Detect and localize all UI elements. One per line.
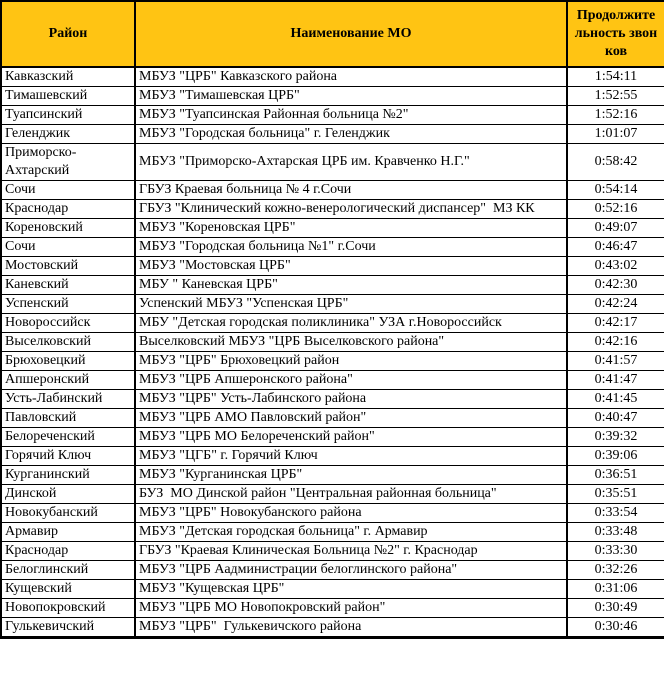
cell-duration[interactable]: 0:33:48 bbox=[567, 523, 664, 542]
cell-district[interactable]: Сочи bbox=[1, 238, 135, 257]
table-row bbox=[1, 371, 664, 390]
cell-mo-name[interactable]: МБУЗ "Мостовская ЦРБ" bbox=[135, 257, 567, 276]
cell-district[interactable]: Брюховецкий bbox=[1, 352, 135, 371]
cell-duration[interactable]: 0:49:07 bbox=[567, 219, 664, 238]
table-row bbox=[1, 125, 664, 144]
table-row bbox=[1, 181, 664, 200]
cell-duration[interactable]: 1:54:11 bbox=[567, 67, 664, 87]
cell-district[interactable]: Гулькевичский bbox=[1, 618, 135, 638]
cell-mo-name[interactable]: МБУ "Детская городская поликлиника" УЗА г.Новороссийск bbox=[135, 314, 567, 333]
cell-duration[interactable]: 0:43:02 bbox=[567, 257, 664, 276]
cell-mo-name[interactable]: МБУЗ "ЦРБ Аадминистрации белоглинского района" bbox=[135, 561, 567, 580]
table-row bbox=[1, 561, 664, 580]
cell-mo-name[interactable]: МБУЗ "Детская городская больница" г. Армавир bbox=[135, 523, 567, 542]
cell-duration[interactable]: 0:32:26 bbox=[567, 561, 664, 580]
table-row bbox=[1, 219, 664, 238]
table-body bbox=[1, 67, 664, 638]
table-row bbox=[1, 106, 664, 125]
cell-duration[interactable]: 0:30:46 bbox=[567, 618, 664, 638]
cell-mo-name[interactable]: МБУЗ "ЦРБ Апшеронского района" bbox=[135, 371, 567, 390]
cell-mo-name[interactable]: МБУЗ "ЦРБ" Гулькевичского района bbox=[135, 618, 567, 638]
cell-district[interactable]: Приморско-Ахтарский bbox=[1, 144, 135, 181]
table-row bbox=[1, 67, 664, 87]
cell-mo-name[interactable]: Успенский МБУЗ "Успенская ЦРБ" bbox=[135, 295, 567, 314]
cell-district[interactable]: Новороссийск bbox=[1, 314, 135, 333]
cell-mo-name[interactable]: МБУЗ "ЦРБ" Усть-Лабинского района bbox=[135, 390, 567, 409]
table-row bbox=[1, 200, 664, 219]
cell-mo-name[interactable]: МБУЗ "ЦРБ" Брюховецкий район bbox=[135, 352, 567, 371]
cell-district[interactable]: Кущевский bbox=[1, 580, 135, 599]
cell-district[interactable]: Успенский bbox=[1, 295, 135, 314]
cell-district[interactable]: Сочи bbox=[1, 181, 135, 200]
cell-district[interactable]: Апшеронский bbox=[1, 371, 135, 390]
cell-mo-name[interactable]: МБУЗ "Тимашевская ЦРБ" bbox=[135, 87, 567, 106]
cell-duration[interactable]: 0:39:06 bbox=[567, 447, 664, 466]
table-row bbox=[1, 87, 664, 106]
table-row bbox=[1, 276, 664, 295]
cell-mo-name[interactable]: МБУЗ "ЦРБ МО Новопокровский район" bbox=[135, 599, 567, 618]
cell-district[interactable]: Динской bbox=[1, 485, 135, 504]
cell-district[interactable]: Тимашевский bbox=[1, 87, 135, 106]
cell-mo-name[interactable]: БУЗ МО Динской район "Центральная районная больница" bbox=[135, 485, 567, 504]
cell-duration[interactable]: 0:41:57 bbox=[567, 352, 664, 371]
table-row bbox=[1, 428, 664, 447]
cell-duration[interactable]: 0:54:14 bbox=[567, 181, 664, 200]
table-row bbox=[1, 447, 664, 466]
cell-duration[interactable]: 1:52:55 bbox=[567, 87, 664, 106]
cell-mo-name[interactable]: Выселковский МБУЗ "ЦРБ Выселковского района" bbox=[135, 333, 567, 352]
cell-district[interactable]: Новопокровский bbox=[1, 599, 135, 618]
table-row bbox=[1, 352, 664, 371]
cell-mo-name[interactable]: МБУЗ "Городская больница" г. Геленджик bbox=[135, 125, 567, 144]
cell-district[interactable]: Каневский bbox=[1, 276, 135, 295]
header-district[interactable]: Район bbox=[1, 1, 135, 67]
cell-district[interactable]: Курганинский bbox=[1, 466, 135, 485]
cell-duration[interactable]: 0:41:47 bbox=[567, 371, 664, 390]
cell-district[interactable]: Краснодар bbox=[1, 542, 135, 561]
cell-mo-name[interactable]: МБУЗ "Приморско-Ахтарская ЦРБ им. Кравченко Н.Г." bbox=[135, 144, 567, 181]
cell-duration[interactable]: 0:31:06 bbox=[567, 580, 664, 599]
cell-district[interactable]: Туапсинский bbox=[1, 106, 135, 125]
cell-duration[interactable]: 0:36:51 bbox=[567, 466, 664, 485]
table-row bbox=[1, 409, 664, 428]
cell-duration[interactable]: 0:39:32 bbox=[567, 428, 664, 447]
cell-duration[interactable]: 0:42:17 bbox=[567, 314, 664, 333]
cell-mo-name[interactable]: МБУЗ "ЦРБ" Новокубанского района bbox=[135, 504, 567, 523]
cell-duration[interactable]: 0:41:45 bbox=[567, 390, 664, 409]
cell-duration[interactable]: 0:42:16 bbox=[567, 333, 664, 352]
table-row bbox=[1, 542, 664, 561]
table-row bbox=[1, 144, 664, 181]
table-row bbox=[1, 238, 664, 257]
table-row bbox=[1, 580, 664, 599]
cell-mo-name[interactable]: ГБУЗ Краевая больница № 4 г.Сочи bbox=[135, 181, 567, 200]
cell-mo-name[interactable]: МБУЗ "Кущевская ЦРБ" bbox=[135, 580, 567, 599]
table-row bbox=[1, 295, 664, 314]
cell-district[interactable]: Павловский bbox=[1, 409, 135, 428]
cell-district[interactable]: Белоглинский bbox=[1, 561, 135, 580]
cell-district[interactable]: Мостовский bbox=[1, 257, 135, 276]
table-row bbox=[1, 485, 664, 504]
cell-district[interactable]: Выселковский bbox=[1, 333, 135, 352]
cell-duration[interactable]: 0:35:51 bbox=[567, 485, 664, 504]
table-row bbox=[1, 390, 664, 409]
cell-mo-name[interactable]: МБУ " Каневская ЦРБ" bbox=[135, 276, 567, 295]
cell-mo-name[interactable]: МБУЗ "ЦГБ" г. Горячий Ключ bbox=[135, 447, 567, 466]
header-call-duration[interactable]: Продолжительность звонков bbox=[567, 1, 664, 67]
cell-mo-name[interactable]: МБУЗ "Городская больница №1" г.Сочи bbox=[135, 238, 567, 257]
cell-duration[interactable]: 0:42:24 bbox=[567, 295, 664, 314]
table-row bbox=[1, 504, 664, 523]
cell-duration[interactable]: 0:30:49 bbox=[567, 599, 664, 618]
header-row bbox=[1, 1, 664, 67]
cell-mo-name[interactable]: ГБУЗ "Краевая Клиническая Больница №2" г. Краснодар bbox=[135, 542, 567, 561]
cell-duration[interactable]: 1:01:07 bbox=[567, 125, 664, 144]
cell-duration[interactable]: 0:46:47 bbox=[567, 238, 664, 257]
cell-mo-name[interactable]: МБУЗ "Курганинская ЦРБ" bbox=[135, 466, 567, 485]
cell-duration[interactable]: 1:52:16 bbox=[567, 106, 664, 125]
cell-mo-name[interactable]: МБУЗ "ЦРБ" Кавказского района bbox=[135, 67, 567, 87]
cell-duration[interactable]: 0:33:54 bbox=[567, 504, 664, 523]
cell-district[interactable]: Усть-Лабинский bbox=[1, 390, 135, 409]
cell-duration[interactable]: 0:33:30 bbox=[567, 542, 664, 561]
header-mo-name[interactable]: Наименование МО bbox=[135, 1, 567, 67]
cell-district[interactable]: Кавказский bbox=[1, 67, 135, 87]
cell-district[interactable]: Краснодар bbox=[1, 200, 135, 219]
cell-duration[interactable]: 0:40:47 bbox=[567, 409, 664, 428]
table-row bbox=[1, 523, 664, 542]
cell-district[interactable]: Новокубанский bbox=[1, 504, 135, 523]
table-row bbox=[1, 599, 664, 618]
table-row bbox=[1, 257, 664, 276]
cell-mo-name[interactable]: МБУЗ "ЦРБ АМО Павловский район" bbox=[135, 409, 567, 428]
cell-duration[interactable]: 0:42:30 bbox=[567, 276, 664, 295]
cell-duration[interactable]: 0:52:16 bbox=[567, 200, 664, 219]
cell-mo-name[interactable]: МБУЗ "ЦРБ МО Белореченский район" bbox=[135, 428, 567, 447]
cell-district[interactable]: Геленджик bbox=[1, 125, 135, 144]
cell-mo-name[interactable]: ГБУЗ "Клинический кожно-венерологический диспансер" МЗ КК bbox=[135, 200, 567, 219]
cell-mo-name[interactable]: МБУЗ "Кореновская ЦРБ" bbox=[135, 219, 567, 238]
cell-district[interactable]: Кореновский bbox=[1, 219, 135, 238]
table-row bbox=[1, 333, 664, 352]
cell-duration[interactable]: 0:58:42 bbox=[567, 144, 664, 181]
table-row bbox=[1, 466, 664, 485]
table-row bbox=[1, 618, 664, 638]
cell-district[interactable]: Белореченский bbox=[1, 428, 135, 447]
cell-district[interactable]: Горячий Ключ bbox=[1, 447, 135, 466]
table-row bbox=[1, 314, 664, 333]
cell-mo-name[interactable]: МБУЗ "Туапсинская Районная больница №2" bbox=[135, 106, 567, 125]
cell-district[interactable]: Армавир bbox=[1, 523, 135, 542]
